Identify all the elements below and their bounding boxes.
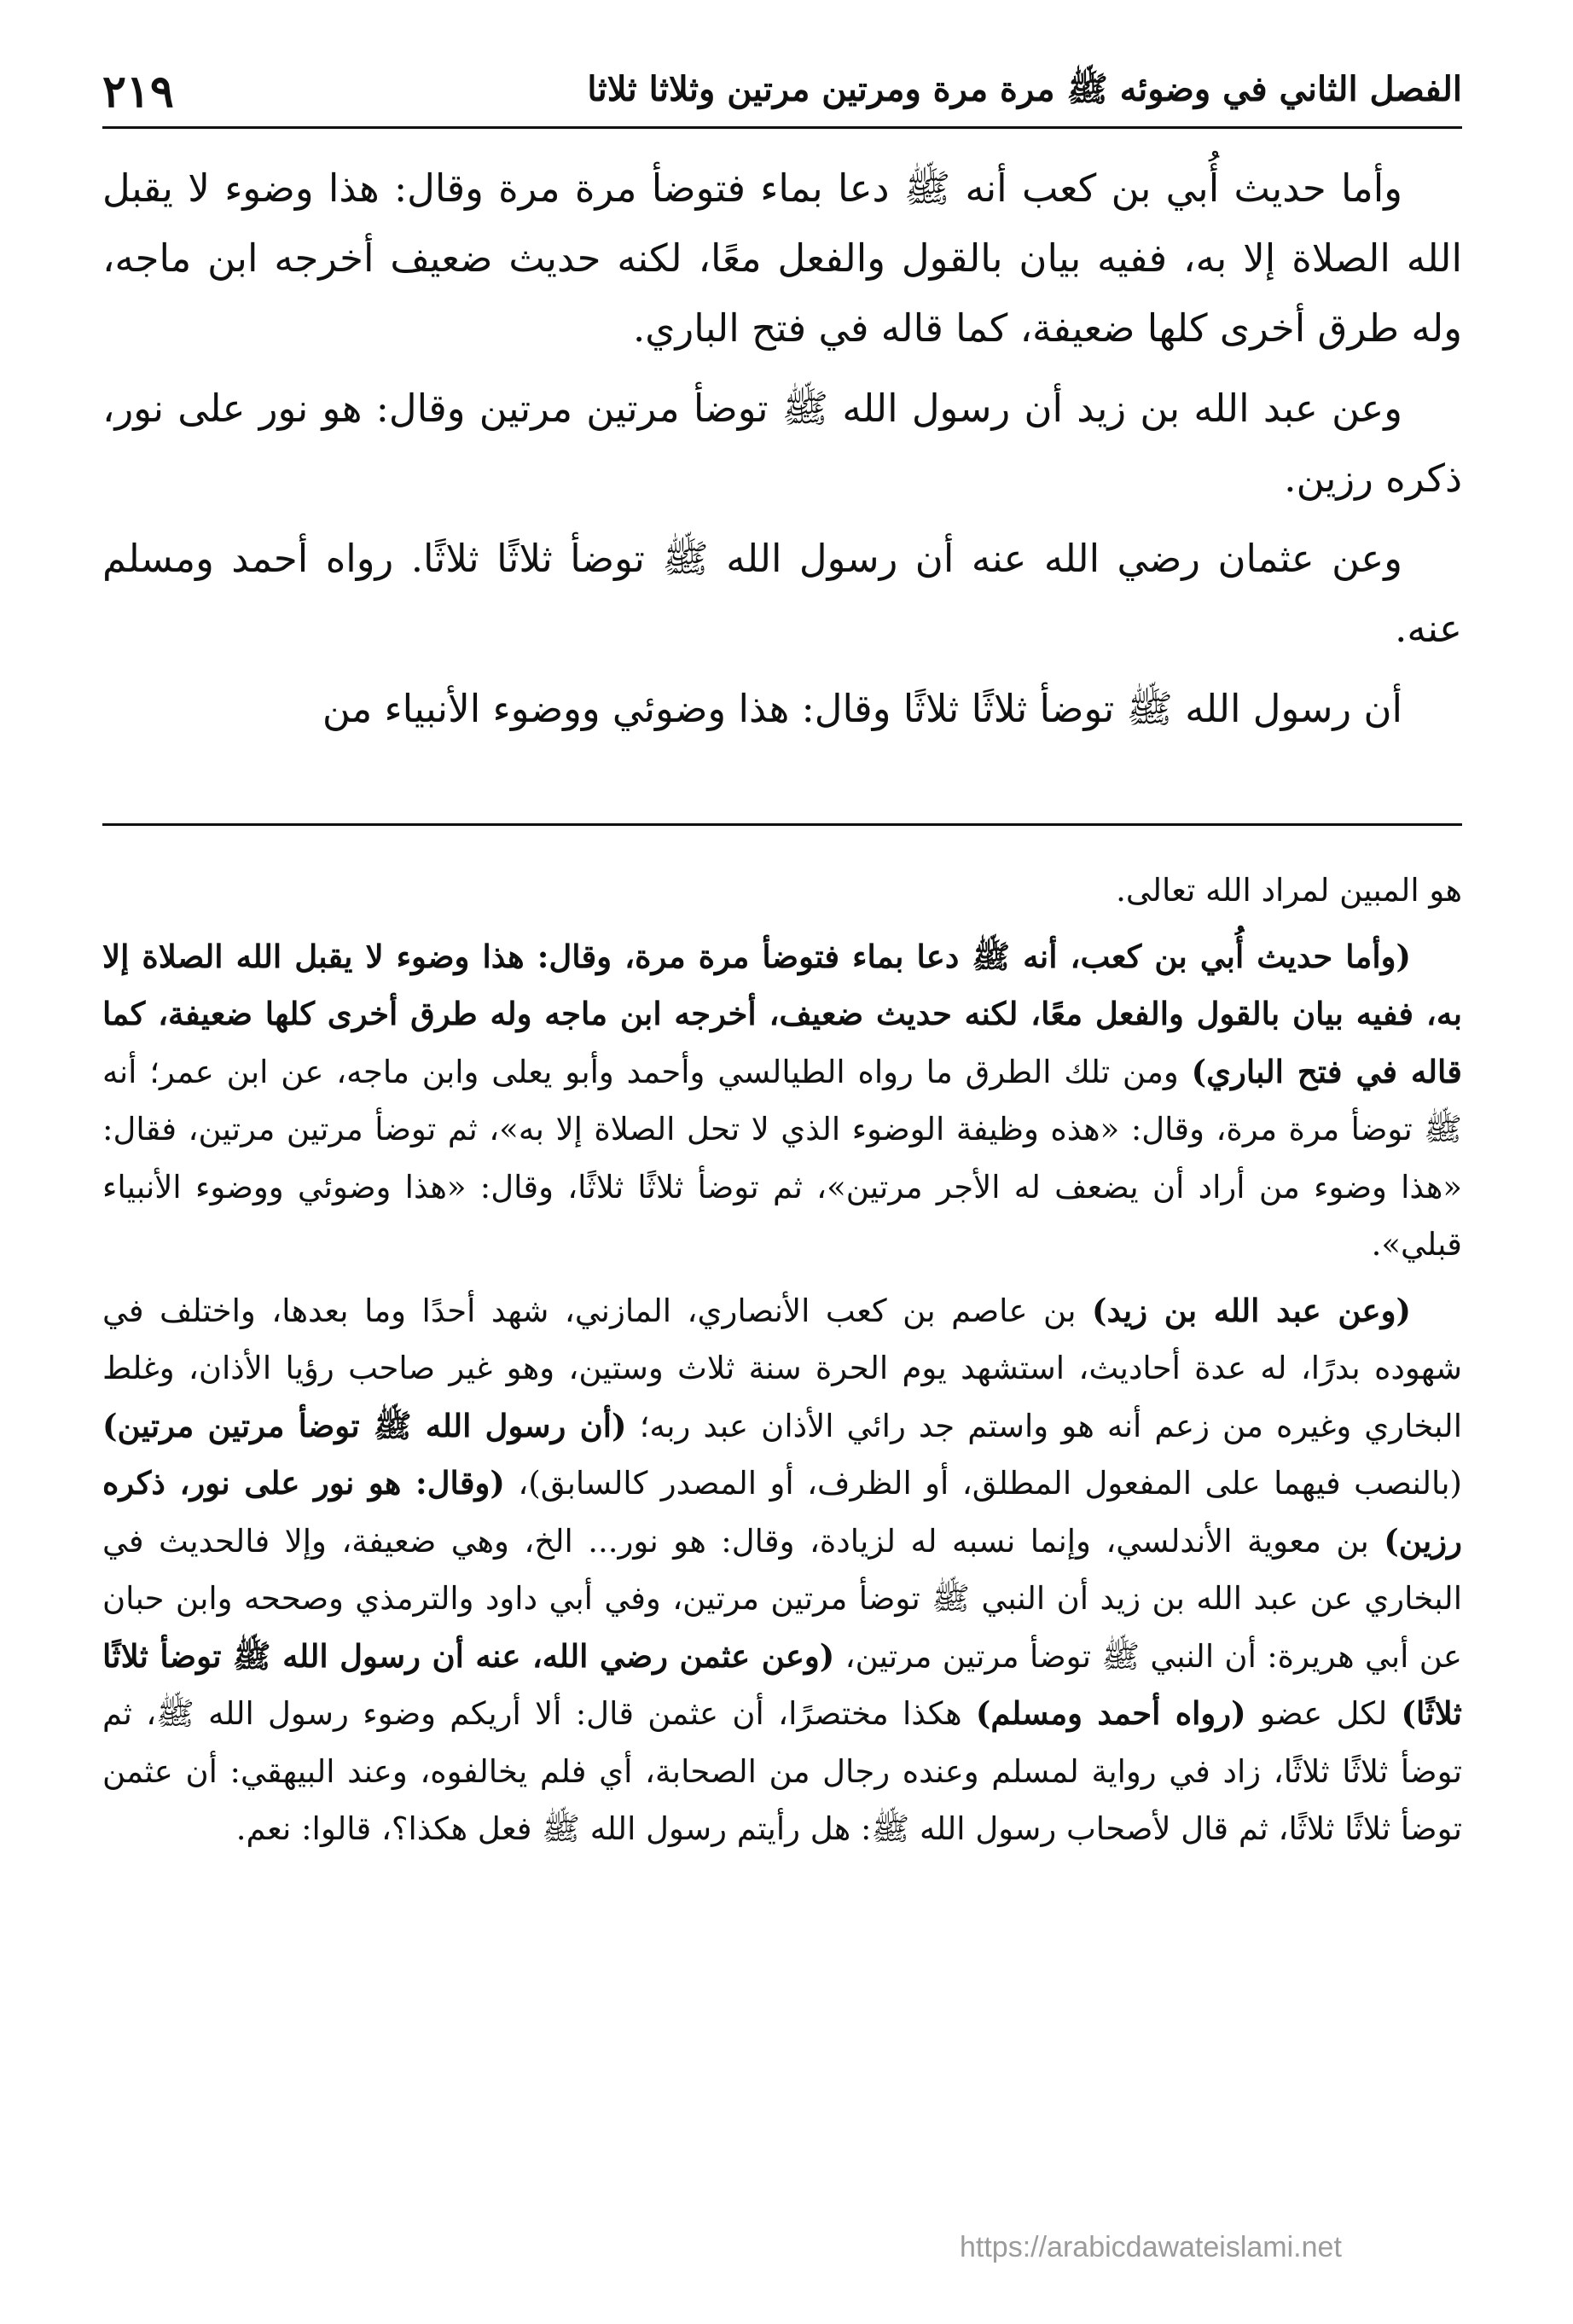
commentary-text-run: هو المبين لمراد الله تعالى. (1116, 872, 1462, 909)
commentary-text-run: (بالنصب فيهما على المفعول المطلق، أو الظرف، أو المصدر كالسابق)، (504, 1465, 1462, 1502)
commentary-paragraph (102, 928, 1462, 1274)
quoted-matn: (وعن عبد الله بن زيد) (1092, 1291, 1411, 1329)
quoted-matn: (وأما حديث أُبي بن كعب، أنه ﷺ دعا بماء فتوضأ مرة مرة، وقال: هذا وضوء لا يقبل الله الصلاة إلا به، ففيه بيان بالقول والفعل معًا، لكنه حديث ضعيف، أخرجه ابن ماجه وله طرق أخرى كلها ضعيفة، كما قاله في فتح الباري) (102, 937, 1462, 1090)
running-header (102, 49, 1462, 118)
commentary-text-run: بن معوية الأندلسي، وإنما نسبه له لزيادة، وقال: هو نور... الخ، وهي ضعيفة، وإلا فالحديث في البخاري عن عبد الله بن زيد أن النبي ﷺ توضأ مرتين مرتين، وفي أبي داود والترمذي وصححه وابن حبان عن أبي هريرة: أن النبي ﷺ توضأ مرتين مرتين، (102, 1522, 1462, 1675)
commentary-text-run: بن عاصم بن كعب الأنصاري، المازني، شهد أحدًا وما بعدها، واختلف في شهوده بدرًا، له عدة أحاديث، استشهد يوم الحرة سنة ثلاث وستين، وهو غير صاحب رؤيا الأذان، وغلط البخاري وغيره من زعم أنه هو واستم جد رائي الأذان عبد ربه؛ (102, 1292, 1462, 1444)
matn-paragraph: وعن عثمان رضي الله عنه أن رسول الله ﷺ توضأ ثلاثًا ثلاثًا. رواه أحمد ومسلم عنه. (102, 536, 1462, 651)
header-rule (102, 126, 1462, 129)
watermark-url: https://arabicdawateislami.net (960, 2231, 1342, 2263)
commentary-paragraph (102, 1282, 1462, 1858)
main-text (102, 154, 1462, 754)
matn-paragraph: وعن عبد الله بن زيد أن رسول الله ﷺ توضأ مرتين مرتين وقال: هو نور على نور، ذكره رزين. (102, 386, 1462, 501)
quoted-matn: (وعن عثمن رضي الله، عنه أن رسول الله ﷺ توضأ ثلاثًا ثلاثًا) (102, 1636, 1462, 1732)
commentary-text-run: لكل عضو (1245, 1695, 1402, 1732)
running-title: الفصل الثاني في وضوئه ﷺ مرة مرة ومرتين مرتين وثلاثا ثلاثا (587, 69, 1462, 109)
quoted-matn: (رواه أحمد ومسلم) (975, 1694, 1246, 1732)
commentary-text (102, 862, 1462, 1867)
commentary-text-run: هكذا مختصرًا، أن عثمن قال: ألا أريكم وضوء رسول الله ﷺ، ثم توضأ ثلاثًا ثلاثًا، زاد في رواية لمسلم وعنده رجال من الصحابة، أي فلم يخالفوه، وعند البيهقي: أن عثمن توضأ ثلاثًا ثلاثًا، ثم قال لأصحاب رسول الله ﷺ: هل رأيتم رسول الله ﷺ فعل هكذا؟، قالوا: نعم. (102, 1695, 1462, 1847)
quoted-matn: (وقال: هو نور على نور، ذكره رزين) (102, 1464, 1462, 1560)
matn-paragraph: أن رسول الله ﷺ توضأ ثلاثًا ثلاثًا وقال: هذا وضوئي ووضوء الأنبياء من (322, 686, 1402, 731)
matn-paragraph: وأما حديث أُبي بن كعب أنه ﷺ دعا بماء فتوضأ مرة مرة وقال: هذا وضوء لا يقبل الله الصلاة إلا به، ففيه بيان بالقول والفعل معًا، لكنه حديث ضعيف أخرجه ابن ماجه، وله طرق أخرى كلها ضعيفة، كما قاله في فتح الباري. (102, 166, 1462, 351)
page-number: ٢١٩ (102, 66, 174, 118)
commentary-text-run: ومن تلك الطرق ما رواه الطيالسي وأحمد وأبو يعلى وابن ماجه، عن ابن عمر؛ أنه ﷺ توضأ مرة مرة، وقال: «هذه وظيفة الوضوء الذي لا تحل الصلاة إلا به»، ثم توضأ مرتين مرتين، فقال: «هذا وضوء من أراد أن يضعف له الأجر مرتين»، ثم توضأ ثلاثًا ثلاثًا، وقال: «هذا وضوئي ووضوء الأنبياء قبلي». (102, 1053, 1462, 1263)
quoted-matn: (أن رسول الله ﷺ توضأ مرتين مرتين) (102, 1406, 627, 1444)
commentary-paragraph (102, 862, 1462, 920)
separator-rule (102, 823, 1462, 826)
